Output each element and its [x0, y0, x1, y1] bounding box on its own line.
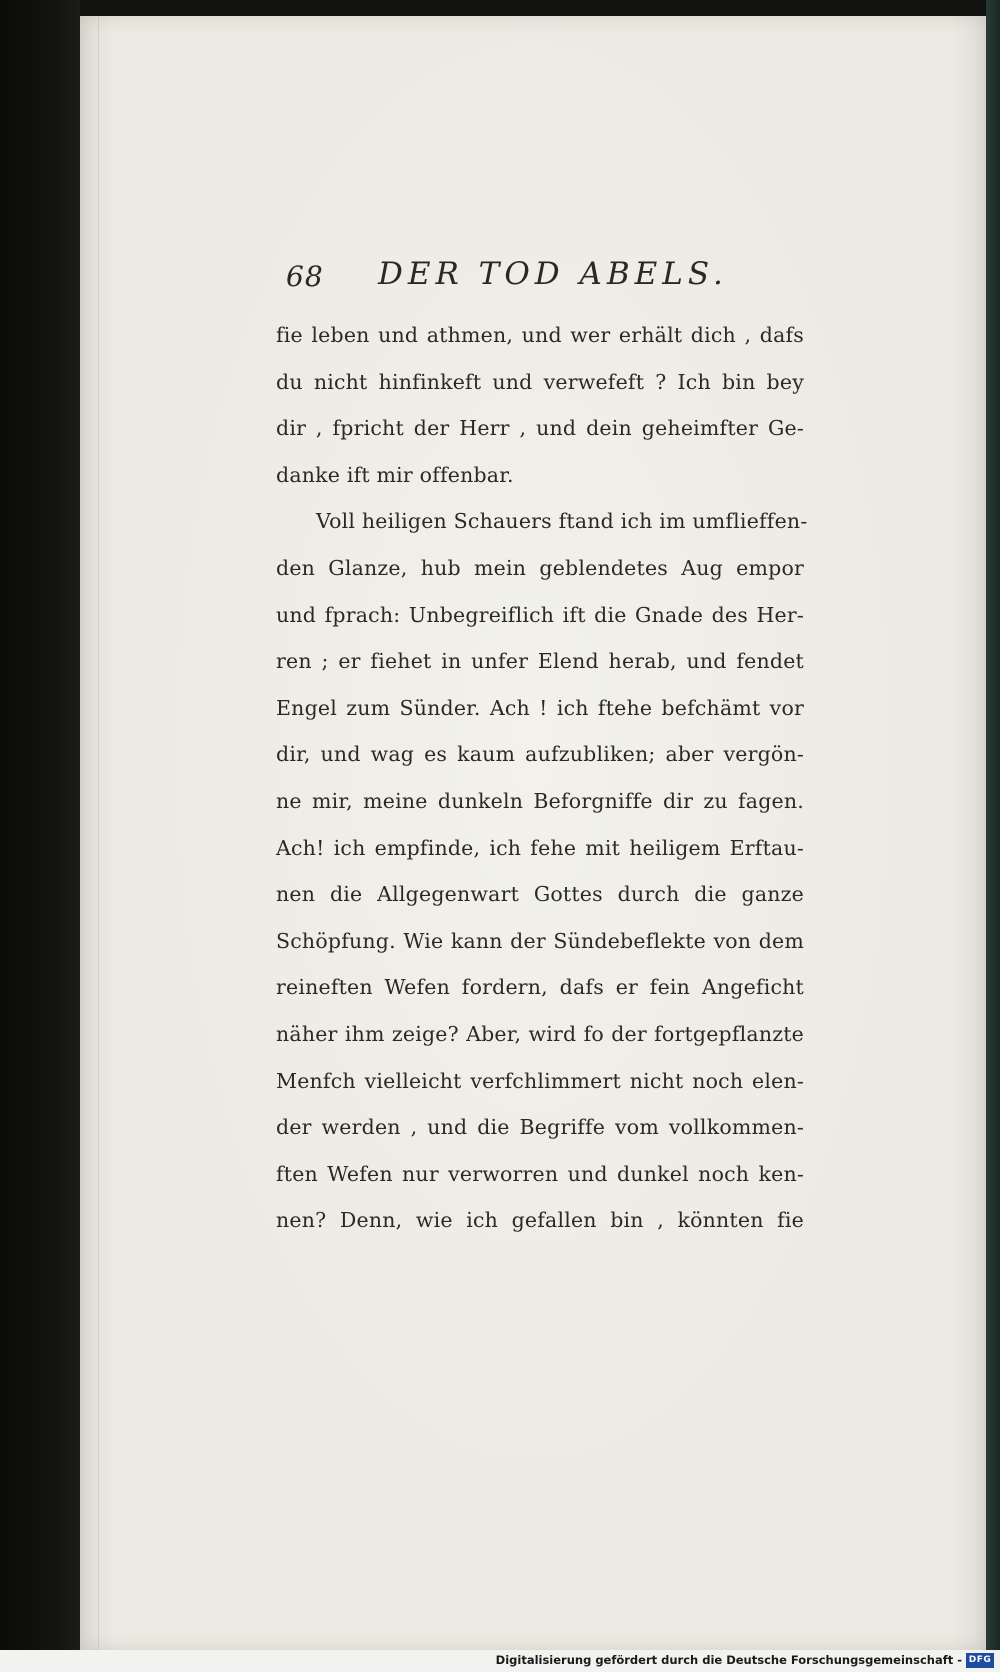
- text-line: dir, und wag es kaum aufzubliken; aber vergön-: [276, 742, 804, 767]
- text-line: ren ; er fiehet in unfer Elend herab, und fendet: [276, 649, 804, 674]
- text-line: nen? Denn, wie ich gefallen bin , könnten fie: [276, 1208, 804, 1233]
- text-line: danke ift mir offenbar.: [276, 462, 514, 487]
- text-line: nen die Allgegenwart Gottes durch die ganze: [276, 882, 804, 907]
- funding-credit: Digitalisierung gefördert durch die Deutsche Forschungsgemeinschaft -: [495, 1653, 962, 1667]
- digitization-footer: [0, 1650, 1000, 1672]
- book-cover-edge: [986, 0, 1000, 1650]
- text-line: fie leben und athmen, und wer erhält dich , dafs: [276, 323, 804, 347]
- page-number: 68: [286, 260, 324, 293]
- body-text: [276, 312, 808, 1244]
- page-fold-line: [98, 16, 99, 1650]
- text-line: dir , fpricht der Herr , und dein geheimfter Ge-: [276, 416, 804, 441]
- text-line: ne mir, meine dunkeln Beforgniffe dir zu fagen.: [276, 788, 804, 813]
- text-line: du nicht hinfinkeft und verwefeft ? Ich bin bey: [276, 369, 804, 394]
- text-line: reineften Wefen fordern, dafs er fein Angeficht: [276, 975, 804, 1000]
- book-spine-shadow: [0, 0, 80, 1650]
- running-head: [286, 256, 846, 300]
- running-title: DER TOD ABELS.: [378, 256, 728, 292]
- text-line: ften Wefen nur verworren und dunkel noch ken-: [276, 1161, 804, 1186]
- text-line: näher ihm zeige? Aber, wird fo der fortgepflanzte: [276, 1021, 804, 1046]
- text-line: Menfch vielleicht verfchlimmert nicht noch elen-: [276, 1068, 804, 1093]
- text-line: und fprach: Unbegreiflich ift die Gnade des Her-: [276, 602, 804, 627]
- text-line: der werden , und die Begriffe vom vollkommen-: [276, 1115, 804, 1140]
- text-line: den Glanze, hub mein geblendetes Aug empor: [276, 555, 804, 580]
- text-line: Engel zum Sünder. Ach ! ich ftehe befchämt vor: [276, 695, 804, 720]
- book-page: [80, 16, 986, 1650]
- text-line: Schöpfung. Wie kann der Sündebeflekte von dem: [276, 928, 804, 953]
- dfg-logo: DFG: [966, 1653, 994, 1668]
- text-line: Voll heiligen Schauers ftand ich im umflieffen-: [316, 509, 808, 534]
- text-line: Ach! ich empfinde, ich fehe mit heiligem Erftau-: [276, 835, 804, 860]
